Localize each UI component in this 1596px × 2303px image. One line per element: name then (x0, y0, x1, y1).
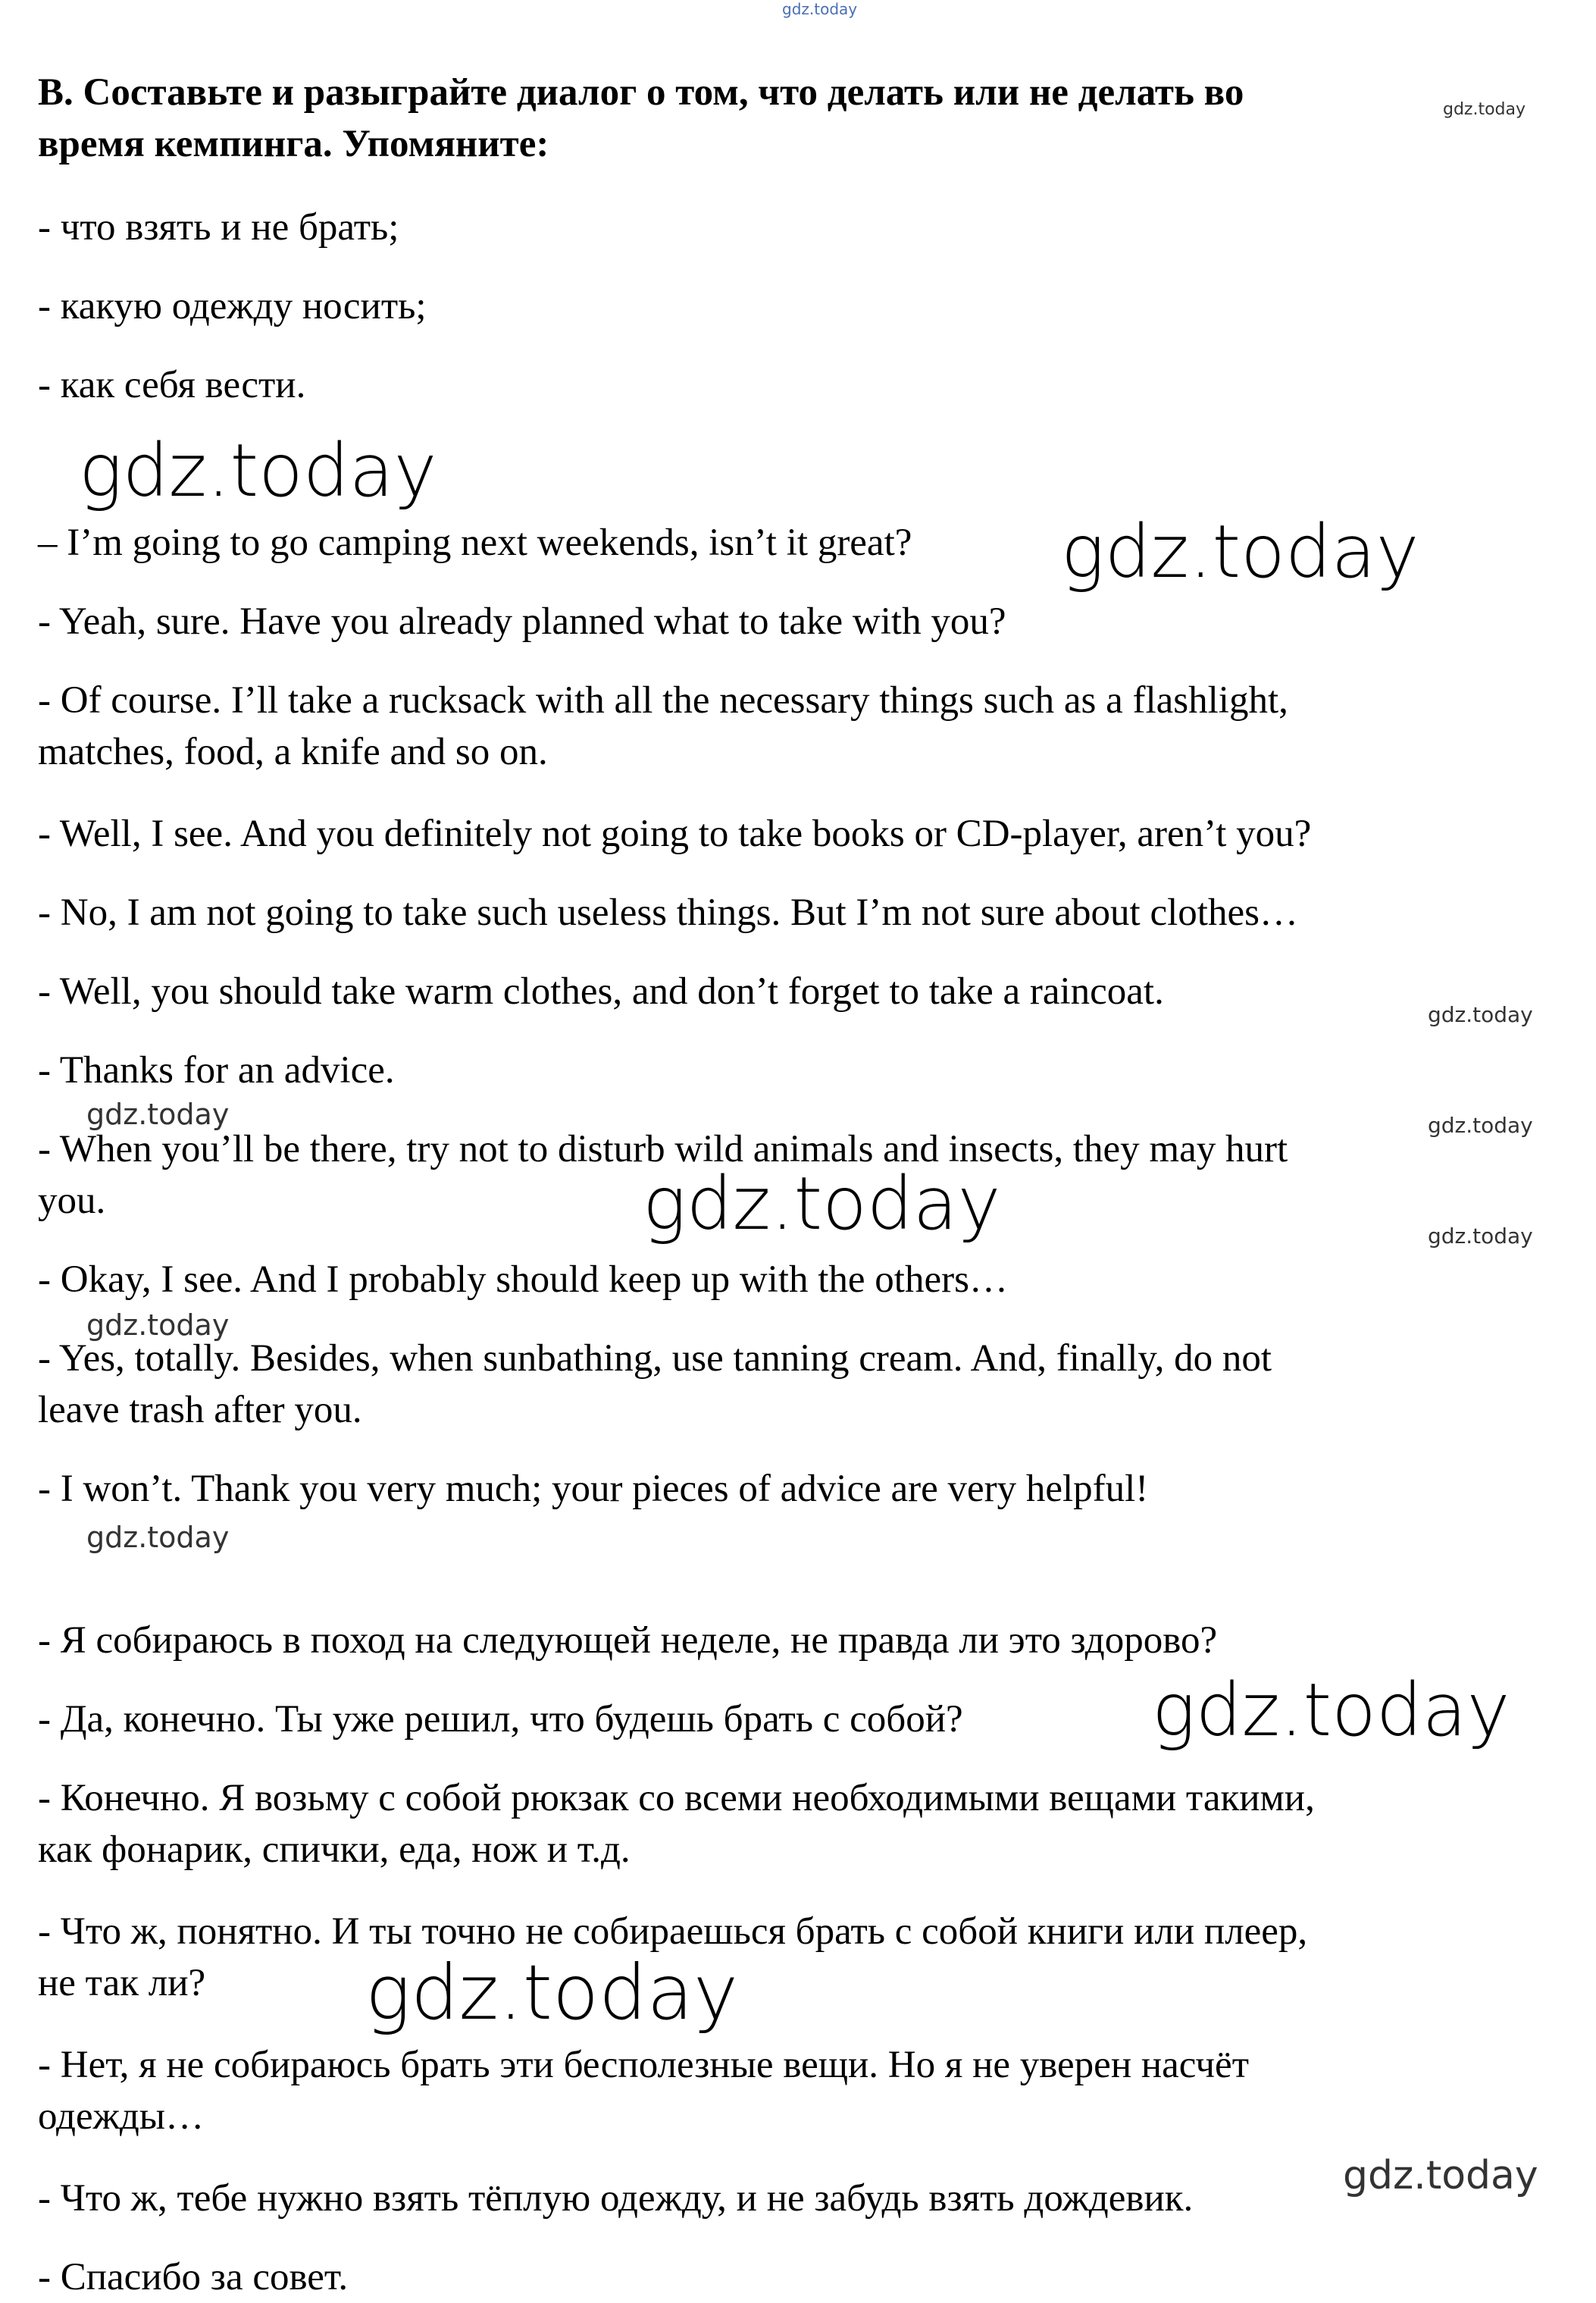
english-dialog-line: – I’m going to go camping next weekends, isn’t it great? (38, 522, 912, 564)
watermark-logo: gdz.today (1428, 1113, 1533, 1138)
english-dialog-line: - When you’ll be there, try not to disturb wild animals and insects, they may hurt (38, 1128, 1288, 1170)
task-bullet: - какую одежду носить; (38, 285, 427, 327)
watermark-logo: gdz.today (79, 428, 437, 513)
russian-dialog-line: как фонарик, спички, еда, нож и т.д. (38, 1828, 631, 1871)
watermark-logo: gdz.today (86, 1521, 230, 1554)
english-dialog-line: matches, food, a knife and so on. (38, 731, 548, 773)
task-title-line-1: B. Составьте и разыграйте диалог о том, что делать или не делать во (38, 71, 1244, 114)
english-dialog-line: - Okay, I see. And I probably should keep up with the others… (38, 1258, 1008, 1301)
english-dialog-line: leave trash after you. (38, 1389, 362, 1431)
english-dialog-line: - Well, you should take warm clothes, and don’t forget to take a raincoat. (38, 970, 1164, 1013)
russian-dialog-line: - Что ж, понятно. И ты точно не собираешься брать с собой книги или плеер, (38, 1910, 1308, 1953)
english-dialog-line: - Of course. I’ll take a rucksack with all the necessary things such as a flashlight, (38, 679, 1288, 722)
russian-dialog-line: - Что ж, тебе нужно взять тёплую одежду, и не забудь взять дождевик. (38, 2177, 1194, 2220)
english-dialog-line: - Yes, totally. Besides, when sunbathing, use tanning cream. And, finally, do not (38, 1337, 1272, 1380)
russian-dialog-line: одежды… (38, 2095, 205, 2138)
watermark-logo: gdz.today (1443, 100, 1526, 119)
english-dialog-line: - Thanks for an advice. (38, 1049, 395, 1092)
english-dialog-line: - No, I am not going to take such useless things. But I’m not sure about clothes… (38, 891, 1298, 934)
watermark-logo: gdz.today (1061, 509, 1419, 594)
russian-dialog-line: - Спасибо за совет. (38, 2256, 349, 2298)
task-bullet: - что взять и не брать; (38, 206, 399, 249)
russian-dialog-line: - Нет, я не собираюсь брать эти бесполезные вещи. Но я не уверен насчёт (38, 2044, 1249, 2086)
english-dialog-line: - I won’t. Thank you very much; your pieces of advice are very helpful! (38, 1468, 1149, 1510)
task-bullet: - как себя вести. (38, 364, 306, 406)
watermark-logo: gdz.today (86, 1098, 230, 1131)
watermark-logo: gdz.today (1152, 1668, 1510, 1753)
russian-dialog-line: - Я собираюсь в поход на следующей неделе, не правда ли это здорово? (38, 1619, 1218, 1662)
task-title-line-2: время кемпинга. Упомяните: (38, 123, 549, 165)
russian-dialog-line: - Да, конечно. Ты уже решил, что будешь брать с собой? (38, 1698, 963, 1741)
watermark-logo: gdz.today (643, 1161, 1001, 1246)
english-dialog-line: you. (38, 1180, 106, 1222)
russian-dialog-line: - Конечно. Я возьму с собой рюкзак со всеми необходимыми вещами такими, (38, 1777, 1315, 1819)
watermark-logo: gdz.today (86, 1308, 230, 1342)
english-dialog-line: - Yeah, sure. Have you already planned what to take with you? (38, 600, 1006, 643)
english-dialog-line: - Well, I see. And you definitely not going to take books or CD-player, aren’t you? (38, 813, 1312, 855)
watermark-logo: gdz.today (1343, 2153, 1538, 2198)
russian-dialog-line: не так ли? (38, 1962, 206, 2004)
watermark-logo: gdz.today (782, 0, 858, 18)
watermark-logo: gdz.today (365, 1948, 739, 2037)
watermark-logo: gdz.today (1428, 1002, 1533, 1027)
watermark-logo: gdz.today (1428, 1224, 1533, 1249)
